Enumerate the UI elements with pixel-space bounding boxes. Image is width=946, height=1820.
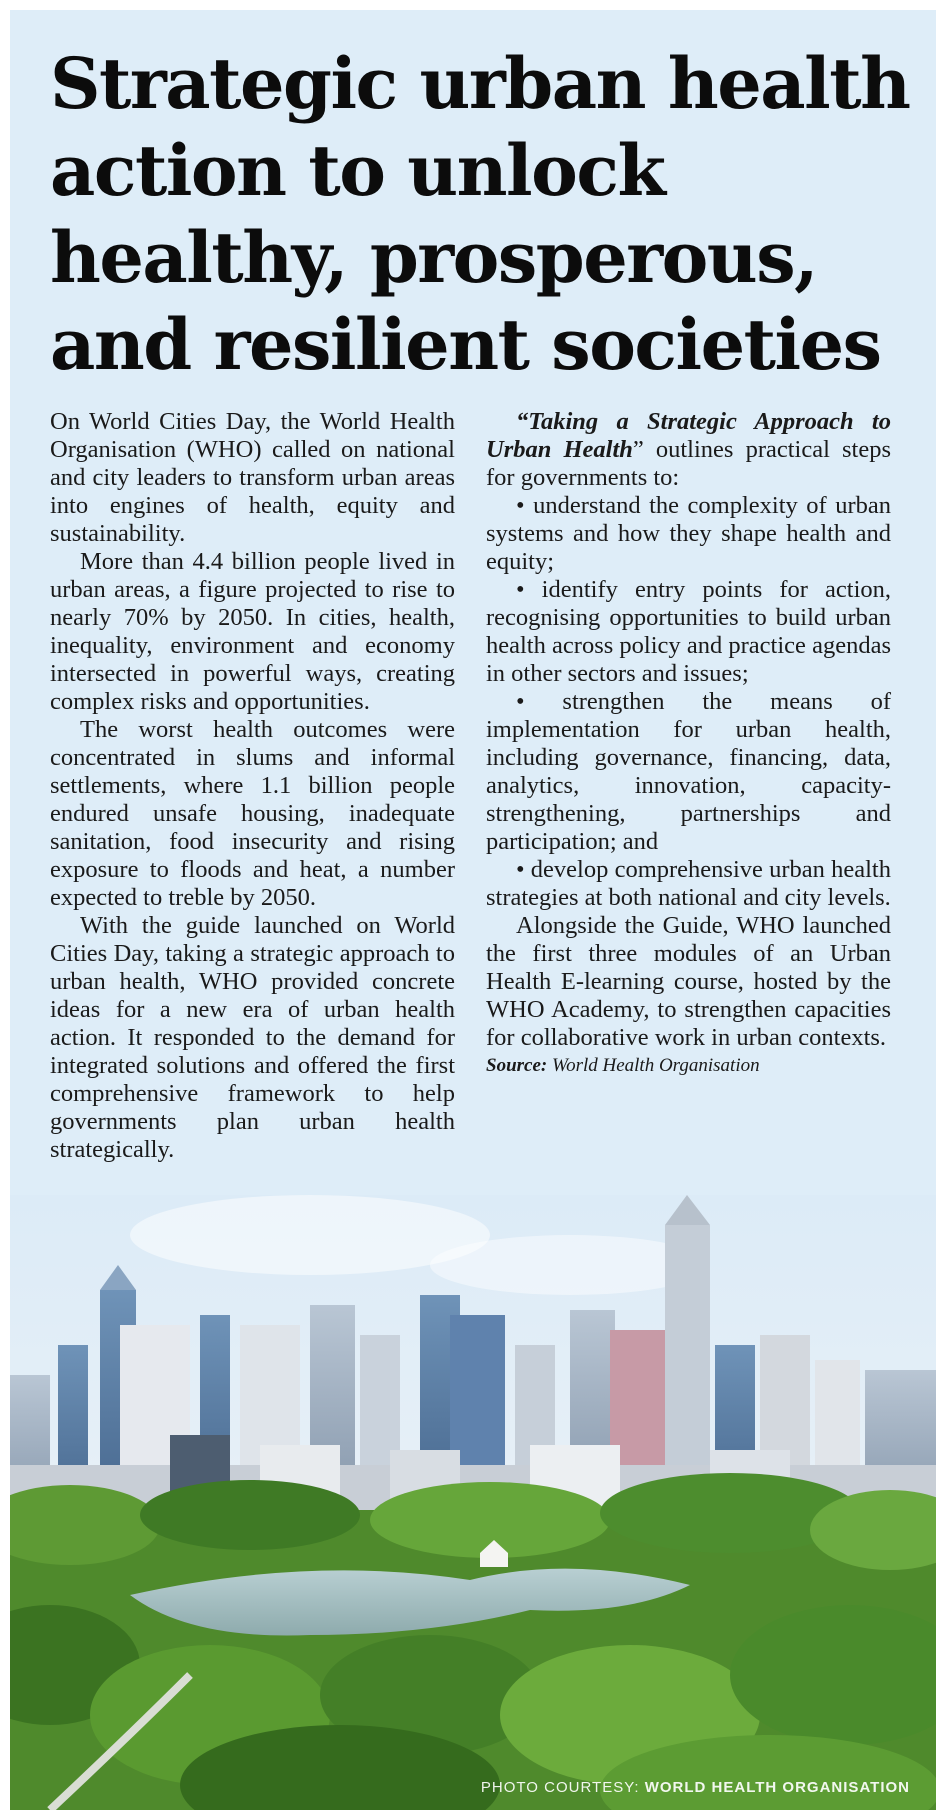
left-column: [50, 408, 455, 1164]
headline-line: Strategic urban health: [50, 42, 910, 125]
skyline-illustration: [10, 1195, 936, 1810]
bullet-item: • strengthen the means of implementation for urban health, including governance, financing, data, analytics, innovation, capacity-strengthening, partnerships and participation; and: [486, 688, 891, 855]
headline-line: healthy, prosperous,: [50, 216, 817, 299]
city-skyline-photo: [10, 1195, 936, 1810]
headline-line: and resilient societies: [50, 303, 881, 386]
bullet-item: • develop comprehensive urban health strategies at both national and city levels.: [486, 856, 891, 911]
closing-paragraph: Alongside the Guide, WHO launched the first three modules of an Urban Health E-learning course, hosted by the WHO Academy, to strengthen capacities for collaborative work in urban contexts.: [486, 912, 891, 1051]
right-column: [486, 408, 891, 1080]
paragraph: With the guide launched on World Cities Day, taking a strategic approach to urban health, WHO provided concrete ideas for a new era of urban health action. It responded to the demand for integrated solutions and offered the first comprehensive framework to help governments plan urban health strategically.: [50, 912, 455, 1163]
headline-line: action to unlock: [50, 129, 665, 212]
source-name: World Health Organisation: [551, 1055, 760, 1076]
guide-intro: [486, 408, 891, 492]
credit-name: WORLD HEALTH ORGANISATION: [644, 1779, 910, 1796]
paragraph: More than 4.4 billion people lived in urban areas, a figure projected to rise to nearly 70% by 2050. In cities, health, inequality, environment and economy intersected in powerful ways, creating complex risks and opportunities.: [50, 548, 455, 715]
guide-title: “Taking a Strategic Approach to Urban Health: [486, 408, 891, 463]
bullet-item: • identify entry points for action, recognising opportunities to build urban health across policy and practice agendas in other sectors and issues;: [486, 576, 891, 687]
article-page: [10, 10, 936, 1810]
paragraph: The worst health outcomes were concentrated in slums and informal settlements, where 1.1 billion people endured unsafe housing, inadequate sanitation, food insecurity and rising exposure to floods and heat, a number expected to treble by 2050.: [50, 716, 455, 911]
bullet-item: • understand the complexity of urban systems and how they shape health and equity;: [486, 492, 891, 575]
credit-label: PHOTO COURTESY:: [480, 1779, 640, 1796]
guide-intro-text: ” outlines practical steps for governments to:: [486, 436, 891, 491]
photo-credit: [481, 1779, 910, 1796]
source-line: [486, 1052, 891, 1080]
source-label: Source:: [486, 1055, 548, 1076]
headline: [50, 40, 910, 388]
paragraph: On World Cities Day, the World Health Organisation (WHO) called on national and city leaders to transform urban areas into engines of health, equity and sustainability.: [50, 408, 455, 547]
